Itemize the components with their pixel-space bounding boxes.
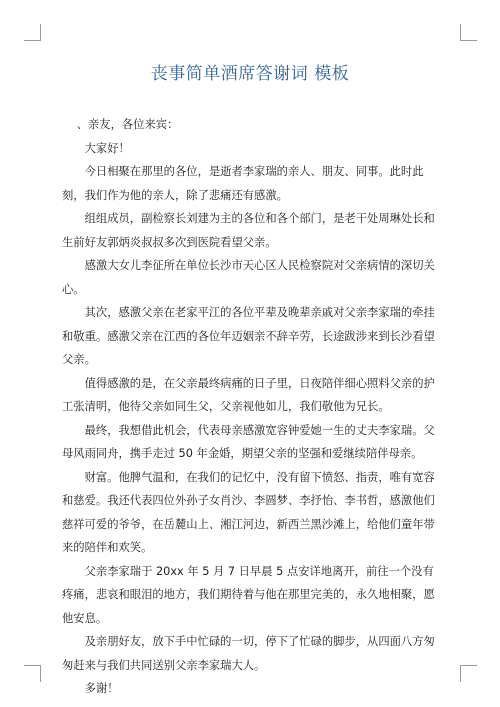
- paragraph: 及亲朋好友，放下手中忙碌的一切，停下了忙碌的脚步，从四面八方匆匆赶来与我们共同送别父亲李家瑞大人。: [62, 635, 435, 672]
- paragraph: 今日相聚在那里的各位，是逝者李家瑞的亲人、朋友、同事。此时此刻，我们作为他的亲人，除了悲痛还有感激。: [62, 165, 424, 202]
- paragraph: 组组成员，副检察长刘建为主的各位和各个部门，是老干处周琳处长和生前好友郭炳炎叔叔多次到医院看望父亲。: [62, 212, 435, 249]
- document-body: [62, 113, 440, 701]
- page-corner-mark-top-left: [24, 24, 41, 41]
- paragraph: 父亲李家瑞于 20xx 年 5 月 7 日早晨 5 点安详地离开，前往一个没有疼痛，悲哀和眼泪的地方，我们期待着与他在那里完美的，永久地相聚，愿他安息。: [62, 564, 435, 625]
- paragraph: 财富。他脾气温和，在我们的记忆中，没有留下愤怒、指责，唯有宽容和慈爱。我还代表四位外孙子女肖沙、李圆梦、李抒怡、李书哲，感激他们慈祥可爱的爷爷，在岳麓山上、湘江河边，新西兰黑沙滩上，给他们童年带来的陪伴和欢笑。: [62, 470, 435, 554]
- page-corner-mark-bottom-right: [460, 665, 477, 682]
- paragraph: 其次，感激父亲在老家平江的各位平辈及晚辈亲戚对父亲李家瑞的牵挂和敬重。感激父亲在江西的各位年迈姻亲不辞辛劳，长途跋涉来到长沙看望父亲。: [62, 306, 435, 366]
- paragraph: 感激大女儿李征所在单位长沙市天心区人民检察院对父亲病情的深切关心。: [62, 259, 435, 296]
- paragraph-greeting: 大家好！: [84, 141, 130, 155]
- paragraph-salutation: 、亲友，各位来宾：: [76, 118, 179, 131]
- paragraph: 最终，我想借此机会，代表母亲感激宽容钟爱她一生的丈夫李家瑞。父母风雨同舟，携手走过 50 年金婚，期望父亲的坚强和爱继续陪伴母亲。: [62, 423, 435, 460]
- paragraph: 值得感激的是，在父亲最终病痛的日子里，日夜陪伴细心照料父亲的护工张清明，他待父亲如同生父，父亲视他如儿，我们敬他为兄长。: [62, 376, 435, 413]
- page-corner-mark-top-right: [460, 24, 477, 41]
- document-title: 丧事简单酒席答谢词 模板: [150, 64, 350, 84]
- paragraph-closing: 多谢！: [84, 682, 119, 695]
- page-corner-mark-bottom-left: [24, 665, 41, 682]
